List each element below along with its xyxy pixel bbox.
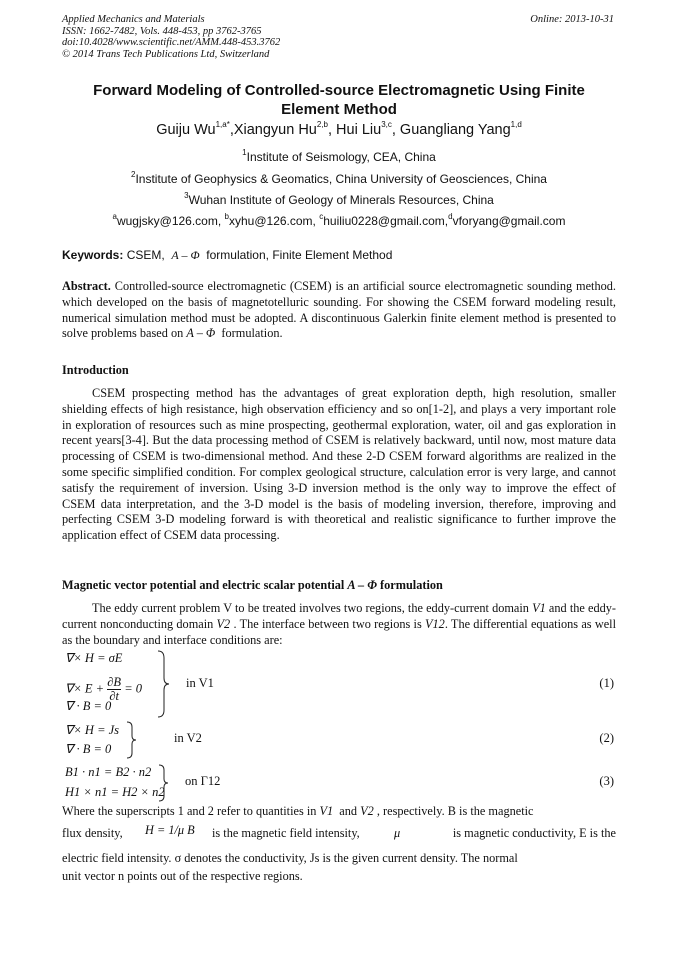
equation-1b: ∇× E + $\frac{\partial B}{\partial t}$ = 0	[65, 675, 142, 703]
copyright: © 2014 Trans Tech Publications Ltd, Switzerland	[62, 48, 270, 60]
affiliation-1: $^1$Institute of Seismology, CEA, China	[242, 148, 436, 164]
author-1: Guiju Wu	[156, 122, 216, 138]
in-v2-label: in V2	[174, 731, 202, 745]
equation-3b: H1 × n1 = H2 × n2	[65, 785, 165, 799]
where-line-3: electric field intensity. σ denotes the conductivity, Js is the given current density. The normal	[62, 851, 518, 865]
journal-name: Applied Mechanics and Materials	[62, 14, 205, 25]
equation-number-1: (1)	[599, 676, 614, 690]
author-4: , Guangliang Yang	[391, 122, 511, 138]
doi: doi:10.4028/www.scientific.net/AMM.448-453.3762	[62, 37, 281, 48]
where-line-2e: is magnetic conductivity, E is the	[452, 826, 616, 840]
where-line-1: Where the superscripts 1 and 2 refer to quantities in V1 and V2 , respectively. B is the magnetic	[62, 804, 534, 818]
online-date: Online: 2013-10-31	[530, 14, 614, 25]
affiliation-3: $^3$Wuhan Institute of Geology of Minerals Resources, China	[184, 191, 494, 207]
keywords: Keywords: CSEM, A – Φ formulation, Finite Element Method	[62, 248, 393, 262]
brace-2	[125, 721, 137, 759]
equation-1c: ∇ · B = 0	[65, 699, 112, 713]
journal-header	[62, 14, 280, 60]
keywords-label: Keywords:	[62, 248, 124, 262]
email-4[interactable]: vforyang@gmail.com	[452, 214, 566, 228]
author-2-sup: 2,b	[316, 120, 328, 129]
abstract-label: Abstract.	[62, 279, 111, 293]
where-line-2a: flux density,	[62, 826, 123, 840]
in-v1-label: in V1	[186, 676, 214, 690]
title-line-2: Element Method	[281, 101, 397, 118]
equation-2a: ∇× H = Js	[65, 723, 120, 737]
author-3-sup: 3,c	[381, 120, 392, 129]
equation-2b: ∇ · B = 0	[65, 742, 112, 756]
section2-heading: Magnetic vector potential and electric scalar potential A – Φ formulation	[62, 578, 443, 592]
equation-3a: B1 · n1 = B2 · n2	[65, 765, 152, 779]
author-2: ,Xiangyun Hu	[229, 122, 317, 138]
where-line-4: unit vector n points out of the respective regions.	[62, 869, 303, 883]
author-list	[62, 122, 616, 138]
abstract: Abstract. Controlled-source electromagnetic (CSEM) is an artificial source electromagnetic sounding method. which developed on the basis of magnetotelluric sounding. For showing the CSEM forward modeling result, numerical simulation method must be adopted. A discontinuous Galerkin finite element method is presented to solve problems based on A – Φ formulation.	[62, 279, 616, 341]
intro-paragraph: CSEM prospecting method has the advantages of great exploration depth, high resolution, smaller shielding effects of high resistance, high observation efficiency and so on[1-2], and plays a very important role in exploration of resources such as mine prospecting, geothermal exploration, water, oil and gas exploration in recent years[3-4]. But the data processing method of CSEM is relatively backward, until now, most mature data processing of CSEM is two-dimensional method. And these 2-D CSEM forward algorithms are realized in the some specific simplified condition. For complex geological structure, calculation error is very large, and cannot satisfy the requirement of inversion. Using 3-D inversion method is the only way to improve the effect of CSEM data interpretation, and the 3-D model is the basis of modeling inversion, therefore, improving and perfecting CSEM 3-D modeling forward is with theoretical and realistic significance to further improve the application effect of CSEM data processing.	[62, 386, 616, 543]
email-1[interactable]: wugjsky@126.com,	[116, 214, 225, 228]
equation-number-3: (3)	[599, 774, 614, 788]
issn: ISSN: 1662-7482, Vols. 448-453, pp 3762-3765	[62, 25, 262, 37]
affiliation-2: $^2$Institute of Geophysics & Geomatics, China University of Geosciences, China	[131, 170, 547, 186]
equation-1a: ∇× H = σE	[65, 651, 123, 665]
keywords-math: A – Φ	[171, 248, 200, 262]
author-3: , Hui Liu	[328, 122, 382, 138]
email-2[interactable]: xyhu@126.com,	[228, 214, 320, 228]
email-3[interactable]: huiliu0228@gmail.com,	[323, 214, 449, 228]
email-list: $^a$wugjsky@126.com, $^b$xyhu@126.com, $^c$huiliu0228@gmail.com,$^d$vforyang@gmail.com	[112, 212, 566, 228]
where-line-2c: is the magnetic field intensity,	[212, 826, 360, 840]
brace-1	[156, 650, 170, 718]
where-line-2d: μ	[394, 826, 401, 840]
brace-3	[157, 764, 169, 802]
on-gamma-label: on Γ12	[185, 774, 221, 788]
paper-title	[62, 81, 616, 119]
title-line-1: Forward Modeling of Controlled-source Electromagnetic Using Finite	[93, 82, 585, 99]
where-line-2b: H = 1/μ B	[145, 823, 195, 837]
section2-paragraph: The eddy current problem V to be treated involves two regions, the eddy-current domain V1 and the eddy-current nonconducting domain V2 . The interface between two regions is V12. The differential equations as well as the boundary and interface conditions are:	[62, 601, 617, 647]
equation-number-2: (2)	[599, 731, 614, 745]
author-1-sup: 1,a*	[215, 120, 230, 129]
author-4-sup: 1,d	[510, 120, 522, 129]
intro-heading: Introduction	[62, 363, 129, 377]
